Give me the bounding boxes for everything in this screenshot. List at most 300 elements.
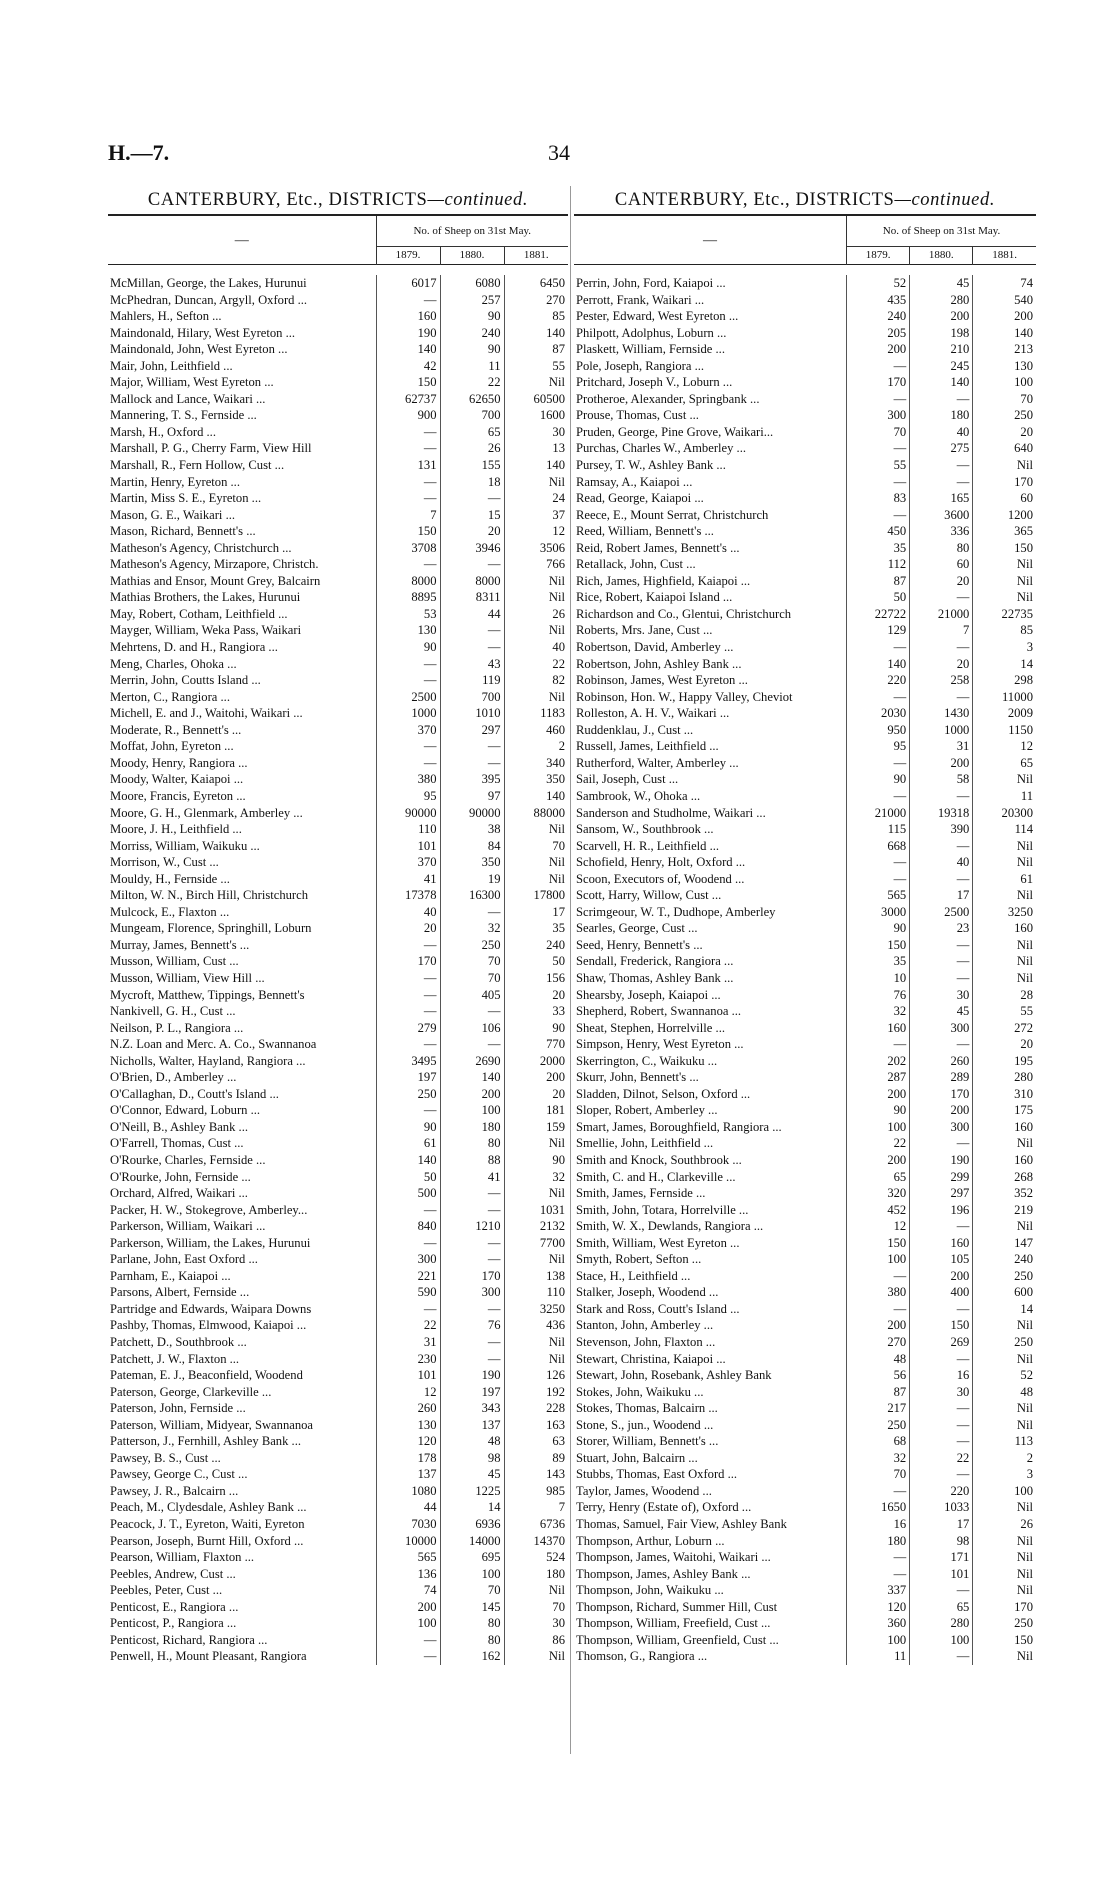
- table-row: [108, 1086, 568, 1103]
- sheep-1879-cell: 115: [847, 821, 910, 838]
- sheep-1879-cell: 200: [847, 1317, 910, 1334]
- sheep-1879-cell: —: [376, 1301, 440, 1318]
- sheep-1879-cell: 21000: [847, 805, 910, 822]
- table-row: [108, 573, 568, 590]
- sheep-1880-cell: 21000: [910, 606, 973, 623]
- table-row: [108, 292, 568, 309]
- sheep-1879-cell: —: [376, 1102, 440, 1119]
- sheep-1881-cell: 147: [973, 1235, 1036, 1252]
- table-row: [108, 622, 568, 639]
- table-row: [574, 1632, 1036, 1649]
- owner-name-cell: Sansom, W., Southbrook ...: [576, 822, 714, 837]
- sheep-1881-cell: 156: [504, 970, 568, 987]
- sheep-1881-cell: 70: [504, 1599, 568, 1616]
- sheep-1880-cell: 65: [910, 1599, 973, 1616]
- sheep-1879-cell: 90: [847, 1102, 910, 1119]
- sheep-1879-cell: 32: [847, 1450, 910, 1467]
- sheep-1879-cell: 270: [847, 1334, 910, 1351]
- sheep-1879-cell: —: [847, 1566, 910, 1583]
- sheep-1880-cell: 44: [440, 606, 504, 623]
- sheep-1879-cell: 200: [376, 1599, 440, 1616]
- table-row: [108, 325, 568, 342]
- sheep-1881-cell: 113: [973, 1433, 1036, 1450]
- owner-name-cell: Rutherford, Walter, Amberley ...: [576, 755, 739, 770]
- owner-name-cell: Paterson, George, Clarkeville ...: [110, 1384, 272, 1399]
- table-row: [108, 672, 568, 689]
- sheep-1881-cell: 14: [973, 1301, 1036, 1318]
- sheep-owners-table: [574, 275, 1036, 1665]
- table-row: [108, 970, 568, 987]
- sheep-1881-cell: 240: [504, 937, 568, 954]
- sheep-1881-cell: Nil: [973, 573, 1036, 590]
- owner-name-cell: Sanderson and Studholme, Waikari ...: [576, 805, 766, 820]
- table-row: [108, 854, 568, 871]
- sheep-1880-cell: 90: [440, 341, 504, 358]
- table-row: [574, 622, 1036, 639]
- sheep-1879-cell: 1650: [847, 1499, 910, 1516]
- sheep-1879-cell: 100: [847, 1632, 910, 1649]
- sheep-1881-cell: Nil: [973, 937, 1036, 954]
- sheep-1880-cell: 405: [440, 987, 504, 1004]
- sheep-1879-cell: 221: [376, 1268, 440, 1285]
- sheep-1881-cell: 2: [973, 1450, 1036, 1467]
- table-row: [574, 1235, 1036, 1252]
- table-row: [574, 871, 1036, 888]
- sheep-1880-cell: —: [440, 904, 504, 921]
- owner-name-cell: Scarvell, H. R., Leithfield ...: [576, 838, 720, 853]
- sheep-1879-cell: 150: [376, 523, 440, 540]
- sheep-1879-cell: 150: [847, 1235, 910, 1252]
- sheep-1881-cell: 130: [973, 358, 1036, 375]
- owner-name-cell: Moderate, R., Bennett's ...: [110, 722, 242, 737]
- sheep-1880-cell: 297: [440, 722, 504, 739]
- sheep-1880-cell: 14000: [440, 1533, 504, 1550]
- sheep-1880-cell: —: [910, 391, 973, 408]
- sheep-1879-cell: 95: [376, 788, 440, 805]
- table-row: [108, 639, 568, 656]
- sheep-1881-cell: 60: [973, 490, 1036, 507]
- sheep-1881-cell: 24: [504, 490, 568, 507]
- sheep-1881-cell: Nil: [973, 1582, 1036, 1599]
- sheep-1880-cell: 17: [910, 1516, 973, 1533]
- sheep-1879-cell: —: [376, 1036, 440, 1053]
- owner-name-cell: Thompson, John, Waikuku ...: [576, 1583, 724, 1598]
- sheep-1879-cell: —: [847, 474, 910, 491]
- table-row: [574, 987, 1036, 1004]
- sheep-1881-cell: 3: [973, 639, 1036, 656]
- sheep-1881-cell: 160: [973, 920, 1036, 937]
- sheep-1881-cell: 192: [504, 1384, 568, 1401]
- sheep-1879-cell: —: [376, 424, 440, 441]
- owner-name-cell: McMillan, George, the Lakes, Hurunui: [110, 276, 307, 290]
- table-row: [108, 1334, 568, 1351]
- table-row: [108, 1102, 568, 1119]
- sheep-1879-cell: 590: [376, 1284, 440, 1301]
- table-row: [108, 1533, 568, 1550]
- sheep-1879-cell: 7: [376, 507, 440, 524]
- table-row: [574, 1301, 1036, 1318]
- sheep-1880-cell: —: [910, 1582, 973, 1599]
- sheep-1879-cell: 3000: [847, 904, 910, 921]
- owner-name-cell: Peach, M., Clydesdale, Ashley Bank ...: [110, 1500, 307, 1515]
- table-row: [108, 1251, 568, 1268]
- owner-name-cell: Pruden, George, Pine Grove, Waikari...: [576, 424, 774, 439]
- sheep-1879-cell: 160: [376, 308, 440, 325]
- table-body: [574, 275, 1036, 1665]
- sheep-1881-cell: Nil: [504, 854, 568, 871]
- owner-name-cell: Thompson, James, Ashley Bank ...: [576, 1566, 751, 1581]
- column-header: [574, 214, 1036, 265]
- sheep-1879-cell: 56: [847, 1367, 910, 1384]
- sheep-1879-cell: 12: [376, 1384, 440, 1401]
- owner-name-cell: Perrin, John, Ford, Kaiapoi ...: [576, 276, 726, 290]
- table-row: [574, 490, 1036, 507]
- sheep-1881-cell: 61: [973, 871, 1036, 888]
- sheep-1881-cell: Nil: [504, 1185, 568, 1202]
- sheep-1881-cell: 55: [504, 358, 568, 375]
- owner-name-cell: Simpson, Henry, West Eyreton ...: [576, 1037, 744, 1052]
- report-identifier: H.—7.: [108, 140, 170, 165]
- sheep-1879-cell: 42: [376, 358, 440, 375]
- sheep-1881-cell: 1183: [504, 705, 568, 722]
- sheep-1879-cell: 300: [847, 407, 910, 424]
- sheep-1881-cell: 195: [973, 1053, 1036, 1070]
- sheep-1881-cell: 14: [973, 656, 1036, 673]
- sheep-1880-cell: —: [910, 474, 973, 491]
- owner-name-cell: Roberts, Mrs. Jane, Cust ...: [576, 623, 713, 638]
- sheep-1881-cell: 143: [504, 1466, 568, 1483]
- owner-name-cell: Mayger, William, Weka Pass, Waikari: [110, 623, 302, 638]
- sheep-1881-cell: 20: [973, 424, 1036, 441]
- sheep-1879-cell: 200: [847, 1152, 910, 1169]
- owner-name-cell: Robertson, David, Amberley ...: [576, 640, 734, 655]
- owner-name-cell: Stevenson, John, Flaxton ...: [576, 1335, 716, 1349]
- table-row: [108, 540, 568, 557]
- table-row: [108, 771, 568, 788]
- sheep-1879-cell: 2030: [847, 705, 910, 722]
- table-row: [574, 1053, 1036, 1070]
- sheep-1880-cell: 70: [440, 1582, 504, 1599]
- table-row: [574, 1135, 1036, 1152]
- owner-name-cell: Musson, William, Cust ...: [110, 954, 239, 969]
- sheep-1881-cell: 26: [973, 1516, 1036, 1533]
- sheep-1880-cell: 106: [440, 1020, 504, 1037]
- sheep-1879-cell: —: [376, 987, 440, 1004]
- sheep-1880-cell: 48: [440, 1433, 504, 1450]
- owner-name-cell: Taylor, James, Woodend ...: [576, 1483, 712, 1498]
- owner-name-cell: Moore, G. H., Glenmark, Amberley ...: [110, 805, 303, 820]
- owner-name-cell: Ruddenklau, J., Cust ...: [576, 722, 694, 737]
- owner-name-cell: Thomson, G., Rangiora ...: [576, 1649, 708, 1664]
- sheep-1881-cell: 52: [973, 1367, 1036, 1384]
- sheep-1881-cell: 20: [504, 1086, 568, 1103]
- sheep-1879-cell: 380: [847, 1284, 910, 1301]
- owner-name-cell: Mason, G. E., Waikari ...: [110, 507, 236, 522]
- section-title-text: CANTERBURY, Etc., DISTRICTS: [147, 190, 428, 210]
- sheep-1879-cell: 200: [847, 341, 910, 358]
- owner-name-cell: Moody, Walter, Kaiapoi ...: [110, 772, 244, 787]
- owner-name-cell: Rich, James, Highfield, Kaiapoi ...: [576, 573, 751, 588]
- sheep-1879-cell: 840: [376, 1218, 440, 1235]
- sheep-1880-cell: —: [440, 1301, 504, 1318]
- sheep-1880-cell: 240: [440, 325, 504, 342]
- sheep-1881-cell: 110: [504, 1284, 568, 1301]
- sheep-1880-cell: 70: [440, 953, 504, 970]
- sheep-1879-cell: 44: [376, 1499, 440, 1516]
- table-row: [574, 1417, 1036, 1434]
- sheep-1881-cell: 240: [973, 1251, 1036, 1268]
- owner-name-cell: McPhedran, Duncan, Argyll, Oxford ...: [110, 292, 308, 307]
- section-title-continued: —continued.: [427, 190, 529, 210]
- table-row: [108, 821, 568, 838]
- sheep-1881-cell: 86: [504, 1632, 568, 1649]
- sheep-1879-cell: 95: [847, 738, 910, 755]
- sheep-1881-cell: 352: [973, 1185, 1036, 1202]
- sheep-1879-cell: —: [847, 871, 910, 888]
- sheep-1879-cell: 52: [847, 275, 910, 292]
- sheep-1880-cell: 140: [910, 374, 973, 391]
- owner-name-cell: Thompson, William, Freefield, Cust ...: [576, 1616, 771, 1631]
- sheep-1879-cell: —: [376, 656, 440, 673]
- sheep-1880-cell: 41: [440, 1169, 504, 1186]
- sheep-1879-cell: 150: [847, 937, 910, 954]
- sheep-1881-cell: Nil: [973, 1417, 1036, 1434]
- owner-name-cell: Smith and Knock, Southbrook ...: [576, 1152, 742, 1167]
- table-row: [574, 1119, 1036, 1136]
- sheep-1879-cell: —: [847, 1268, 910, 1285]
- sheep-1881-cell: 7: [504, 1499, 568, 1516]
- sheep-1880-cell: 1430: [910, 705, 973, 722]
- sheep-1881-cell: 85: [504, 308, 568, 325]
- sheep-1879-cell: 950: [847, 722, 910, 739]
- owner-name-cell: Parsons, Albert, Fernside ...: [110, 1285, 250, 1300]
- table-row: [108, 1566, 568, 1583]
- owner-name-cell: Maindonald, Hilary, West Eyreton ...: [110, 325, 296, 340]
- sheep-1880-cell: —: [910, 689, 973, 706]
- owner-name-cell: Shearsby, Joseph, Kaiapoi ...: [576, 987, 721, 1002]
- owner-name-cell: Mulcock, E., Flaxton ...: [110, 904, 230, 919]
- table-row: [574, 391, 1036, 408]
- sheep-1880-cell: 197: [440, 1384, 504, 1401]
- sheep-1880-cell: 30: [910, 1384, 973, 1401]
- owner-name-cell: Peebles, Andrew, Cust ...: [110, 1566, 236, 1581]
- sheep-1881-cell: 250: [973, 1615, 1036, 1632]
- sheep-1880-cell: —: [440, 738, 504, 755]
- owner-name-cell: N.Z. Loan and Merc. A. Co., Swannanoa: [110, 1037, 317, 1052]
- sheep-1879-cell: 22722: [847, 606, 910, 623]
- table-row: [108, 1036, 568, 1053]
- sheep-1879-cell: 90: [376, 639, 440, 656]
- sheep-1879-cell: 287: [847, 1069, 910, 1086]
- table-row: [108, 1020, 568, 1037]
- sheep-1880-cell: —: [910, 1400, 973, 1417]
- sheep-1880-cell: 180: [440, 1119, 504, 1136]
- owner-name-cell: Penticost, E., Rangiora ...: [110, 1599, 239, 1614]
- sheep-1880-cell: 19: [440, 871, 504, 888]
- sheep-1881-cell: 114: [973, 821, 1036, 838]
- owner-name-cell: Penticost, Richard, Rangiora ...: [110, 1632, 268, 1647]
- owner-name-cell: Sambrook, W., Ohoka ...: [576, 788, 701, 803]
- sheep-1880-cell: 98: [910, 1533, 973, 1550]
- sheep-1881-cell: 63: [504, 1433, 568, 1450]
- sheep-1879-cell: 70: [847, 424, 910, 441]
- sheep-1879-cell: 200: [847, 1086, 910, 1103]
- sheep-1879-cell: 20: [376, 920, 440, 937]
- sheep-1879-cell: 337: [847, 1582, 910, 1599]
- table-row: [574, 1549, 1036, 1566]
- sheep-1881-cell: 11: [973, 788, 1036, 805]
- owner-name-cell: Read, George, Kaiapoi ...: [576, 491, 704, 506]
- sheep-1880-cell: 145: [440, 1599, 504, 1616]
- sheep-1881-cell: Nil: [973, 854, 1036, 871]
- sheep-1880-cell: 16300: [440, 887, 504, 904]
- table-row: [108, 1169, 568, 1186]
- sheep-1880-cell: 297: [910, 1185, 973, 1202]
- owner-name-cell: Reed, William, Bennett's ...: [576, 524, 714, 539]
- right-half: [574, 186, 1036, 1665]
- page-number: 34: [548, 140, 570, 165]
- owner-name-cell: Pritchard, Joseph V., Loburn ...: [576, 375, 733, 390]
- owner-name-cell: Parlane, John, East Oxford ...: [110, 1252, 258, 1267]
- owner-name-cell: Maindonald, John, West Eyreton ...: [110, 342, 288, 357]
- sheep-1881-cell: Nil: [504, 689, 568, 706]
- sheep-1881-cell: Nil: [973, 1400, 1036, 1417]
- sheep-1879-cell: 370: [376, 722, 440, 739]
- section-title-text: CANTERBURY, Etc., DISTRICTS: [614, 190, 895, 210]
- sheep-1879-cell: 48: [847, 1351, 910, 1368]
- table-row: [574, 1450, 1036, 1467]
- sheep-1880-cell: 65: [440, 424, 504, 441]
- sheep-1880-cell: —: [910, 1218, 973, 1235]
- owner-name-cell: Terry, Henry (Estate of), Oxford ...: [576, 1500, 752, 1515]
- sheep-1881-cell: 65: [973, 755, 1036, 772]
- sheep-1879-cell: —: [847, 440, 910, 457]
- table-row: [574, 1351, 1036, 1368]
- owner-name-cell: O'Neill, B., Ashley Bank ...: [110, 1119, 248, 1134]
- sheep-1880-cell: 101: [910, 1566, 973, 1583]
- owner-name-cell: Moody, Henry, Rangiora ...: [110, 755, 248, 770]
- sheep-1879-cell: 12: [847, 1218, 910, 1235]
- sheep-1880-cell: 97: [440, 788, 504, 805]
- sheep-1879-cell: —: [847, 755, 910, 772]
- sheep-1879-cell: 202: [847, 1053, 910, 1070]
- owner-name-cell: Mungeam, Florence, Springhill, Loburn: [110, 921, 312, 936]
- table-row: [574, 788, 1036, 805]
- table-row: [574, 325, 1036, 342]
- table-row: [574, 771, 1036, 788]
- sheep-1880-cell: 45: [910, 275, 973, 292]
- sheep-1879-cell: 110: [376, 821, 440, 838]
- sheep-1879-cell: 101: [376, 1367, 440, 1384]
- sheep-1879-cell: 41: [376, 871, 440, 888]
- sheep-1881-cell: 272: [973, 1020, 1036, 1037]
- sheep-1879-cell: 190: [376, 325, 440, 342]
- sheep-1881-cell: 22: [504, 656, 568, 673]
- sheep-1881-cell: 270: [504, 292, 568, 309]
- sheep-1879-cell: 1000: [376, 705, 440, 722]
- sheep-1880-cell: 343: [440, 1400, 504, 1417]
- sheep-1879-cell: 668: [847, 838, 910, 855]
- name-column-header: —: [703, 232, 718, 248]
- table-row: [574, 507, 1036, 524]
- owner-name-cell: Penwell, H., Mount Pleasant, Rangiora: [110, 1649, 307, 1664]
- table-row: [108, 1152, 568, 1169]
- sheep-1880-cell: 260: [910, 1053, 973, 1070]
- owner-name-cell: Parkerson, William, the Lakes, Hurunui: [110, 1235, 311, 1250]
- sheep-1879-cell: —: [376, 672, 440, 689]
- owner-name-cell: Pawsey, George C., Cust ...: [110, 1467, 248, 1482]
- sheep-1880-cell: —: [440, 755, 504, 772]
- sheep-1879-cell: —: [376, 937, 440, 954]
- owner-name-cell: Packer, H. W., Stokegrove, Amberley...: [110, 1202, 308, 1217]
- sheep-1881-cell: 2000: [504, 1053, 568, 1070]
- sheep-1879-cell: 450: [847, 523, 910, 540]
- sheep-1881-cell: 365: [973, 523, 1036, 540]
- section-title: [574, 186, 1036, 214]
- sheep-1879-cell: —: [847, 854, 910, 871]
- sheep-1880-cell: 31: [910, 738, 973, 755]
- sheep-1881-cell: 770: [504, 1036, 568, 1053]
- sheep-1879-cell: 279: [376, 1020, 440, 1037]
- sheep-1880-cell: 1010: [440, 705, 504, 722]
- table-row: [574, 854, 1036, 871]
- sheep-1881-cell: Nil: [504, 474, 568, 491]
- owner-name-cell: Thompson, William, Greenfield, Cust ...: [576, 1632, 779, 1647]
- sheep-1881-cell: 32: [504, 1169, 568, 1186]
- owner-name-cell: Smith, William, West Eyreton ...: [576, 1235, 740, 1250]
- table-row: [574, 1367, 1036, 1384]
- table-row: [108, 1384, 568, 1401]
- owner-name-cell: Retallack, John, Cust ...: [576, 557, 696, 572]
- sheep-1881-cell: 70: [973, 391, 1036, 408]
- table-row: [108, 1053, 568, 1070]
- sheep-1880-cell: 80: [440, 1632, 504, 1649]
- table-row: [108, 1367, 568, 1384]
- owner-name-cell: Stokes, John, Waikuku ...: [576, 1384, 704, 1399]
- owner-name-cell: Smith, W. X., Dewlands, Rangiora ...: [576, 1219, 764, 1234]
- sheep-1879-cell: 10000: [376, 1533, 440, 1550]
- table-row: [108, 1202, 568, 1219]
- sheep-1881-cell: 200: [973, 308, 1036, 325]
- sheep-1880-cell: 14: [440, 1499, 504, 1516]
- sheep-1879-cell: 565: [376, 1549, 440, 1566]
- table-row: [574, 1582, 1036, 1599]
- table-row: [574, 275, 1036, 292]
- table-row: [574, 1169, 1036, 1186]
- sheep-1881-cell: 170: [973, 1599, 1036, 1616]
- sheep-1881-cell: 48: [973, 1384, 1036, 1401]
- owner-name-cell: Searles, George, Cust ...: [576, 921, 698, 936]
- sheep-1880-cell: 11: [440, 358, 504, 375]
- sheep-1881-cell: Nil: [973, 953, 1036, 970]
- table-row: [108, 1400, 568, 1417]
- sheep-1881-cell: Nil: [973, 838, 1036, 855]
- owner-name-cell: Moore, J. H., Leithfield ...: [110, 822, 242, 837]
- sheep-1881-cell: 298: [973, 672, 1036, 689]
- owner-name-cell: Pester, Edward, West Eyreton ...: [576, 309, 739, 324]
- owner-name-cell: Orchard, Alfred, Waikari ...: [110, 1186, 248, 1201]
- sheep-1880-cell: 155: [440, 457, 504, 474]
- table-row: [108, 871, 568, 888]
- sheep-1881-cell: 1200: [973, 507, 1036, 524]
- sheep-1880-cell: 180: [910, 407, 973, 424]
- owner-name-cell: Matheson's Agency, Christchurch ...: [110, 540, 292, 555]
- sheep-1880-cell: 269: [910, 1334, 973, 1351]
- owner-name-cell: Reece, E., Mount Serrat, Christchurch: [576, 507, 769, 522]
- sheep-1879-cell: 136: [376, 1566, 440, 1583]
- sheep-1880-cell: 245: [910, 358, 973, 375]
- owner-name-cell: Prouse, Thomas, Cust ...: [576, 408, 699, 423]
